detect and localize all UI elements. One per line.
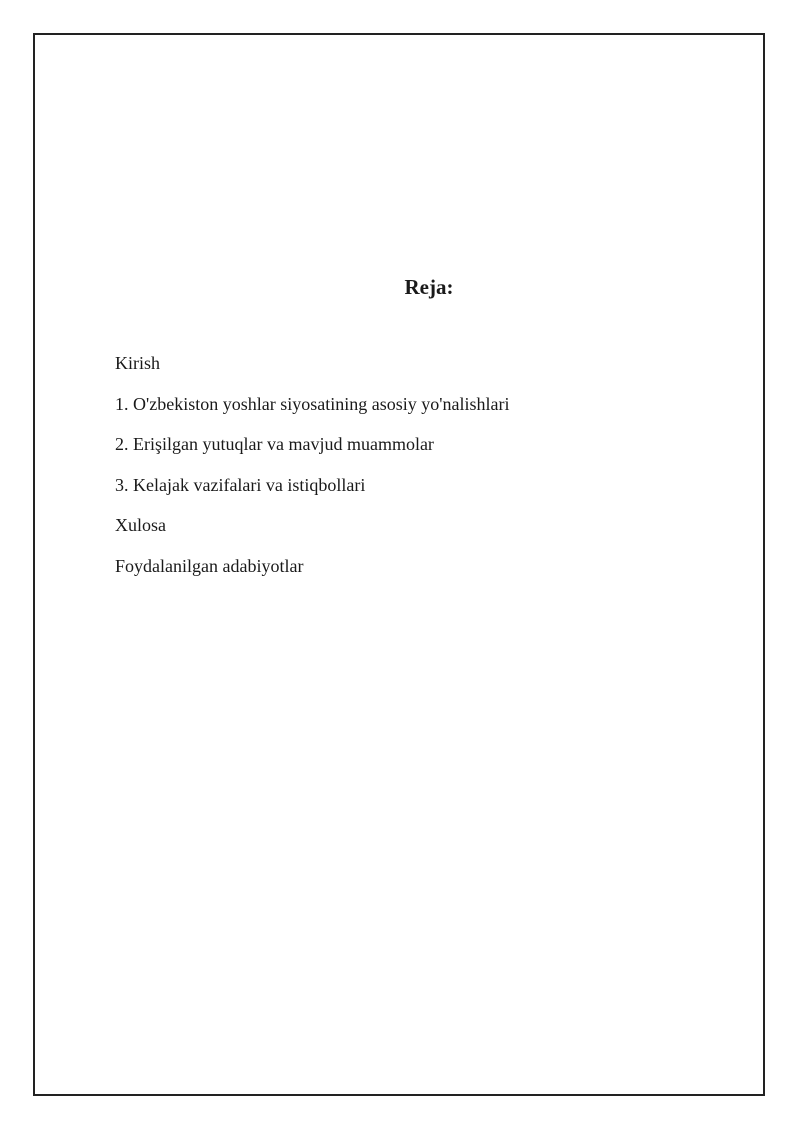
- plan-item-1: 1. O'zbekiston yoshlar siyosatining asosiy yo'nalishlari: [115, 393, 510, 414]
- plan-item-3: 3. Kelajak vazifalari va istiqbollari: [115, 474, 366, 495]
- plan-item-conclusion: Xulosa: [115, 515, 166, 535]
- plan-item-references: Foydalanilgan adabiyotlar: [115, 555, 304, 576]
- plan-list: [115, 350, 509, 593]
- plan-item-2: 2. Erişilgan yutuqlar va mavjud muammolar: [115, 434, 434, 454]
- plan-item-intro: Kirish: [115, 353, 160, 373]
- document-title: Reja:: [404, 275, 454, 299]
